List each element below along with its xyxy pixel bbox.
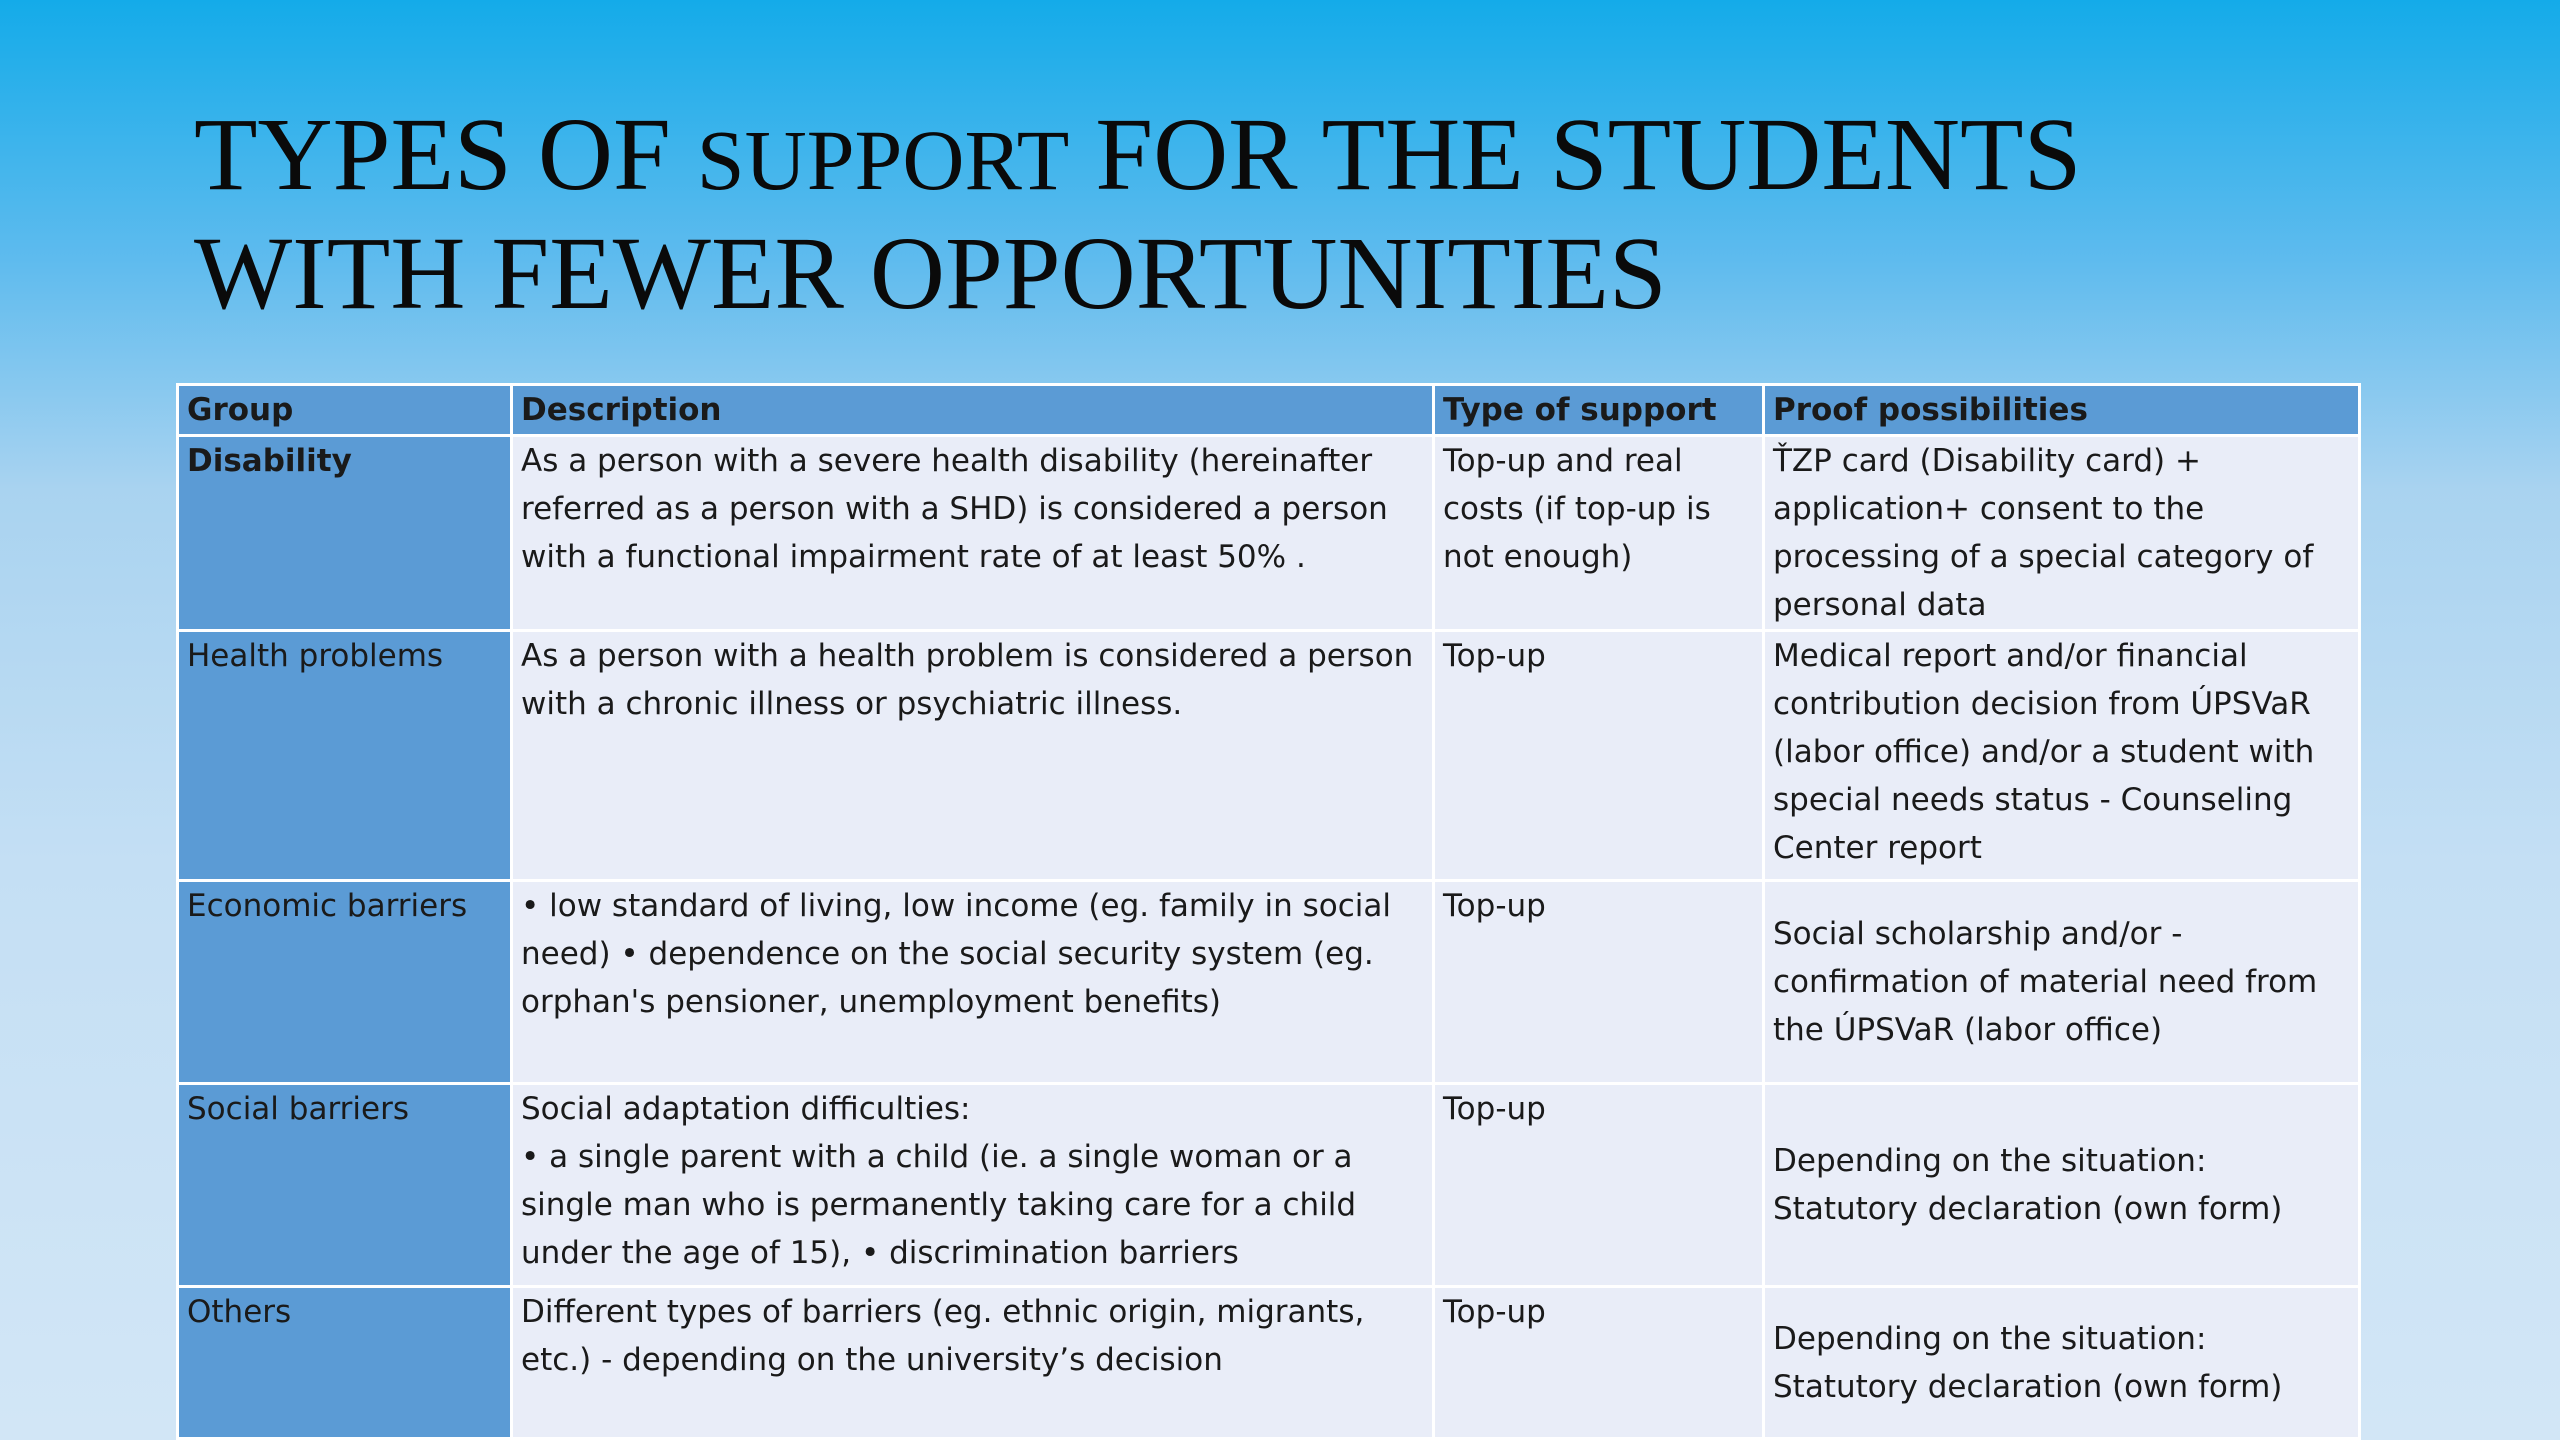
slide-title-part-types-of: TYPES OF xyxy=(194,97,697,212)
support-cell: Top-up xyxy=(1434,1084,1764,1287)
group-cell: Disability xyxy=(178,436,512,631)
table-row-economic-barriers xyxy=(178,881,2360,1084)
slide-title-line-1 xyxy=(194,98,2444,217)
proof-cell: Depending on the situation: Statutory declaration (own form) xyxy=(1764,1287,2360,1439)
proof-cell: ŤZP card (Disability card) + application+ consent to the processing of a special category of personal data xyxy=(1764,436,2360,631)
proof-cell: Social scholarship and/or - confirmation of material need from the ÚPSVaR (labor office) xyxy=(1764,881,2360,1084)
description-cell: • low standard of living, low income (eg. family in social need) • dependence on the social security system (eg. orphan's pensioner, unemployment benefits) xyxy=(512,881,1434,1084)
group-cell: Social barriers xyxy=(178,1084,512,1287)
slide-title xyxy=(194,98,2444,331)
table-header-row xyxy=(178,385,2360,436)
header-type-of-support: Type of support xyxy=(1434,385,1764,436)
group-cell: Health problems xyxy=(178,631,512,881)
description-cell: Different types of barriers (eg. ethnic origin, migrants, etc.) - depending on the university’s decision xyxy=(512,1287,1434,1439)
support-cell: Top-up and real costs (if top-up is not enough) xyxy=(1434,436,1764,631)
support-cell: Top-up xyxy=(1434,1287,1764,1439)
description-line: Social adaptation difficulties: xyxy=(521,1091,971,1127)
table-row-health-problems xyxy=(178,631,2360,881)
support-table xyxy=(176,383,2361,1440)
group-cell: Others xyxy=(178,1287,512,1439)
description-line: • a single parent with a child (ie. a single woman or a single man who is permanently taking care for a child under the age of 15), • discrimination barriers xyxy=(521,1139,1357,1271)
table-row-disability xyxy=(178,436,2360,631)
slide-title-part-for-the-students: FOR THE STUDENTS xyxy=(1069,97,2082,212)
slide-title-line-2: WITH FEWER OPPORTUNITIES xyxy=(194,216,1667,331)
proof-cell: Medical report and/or financial contribution decision from ÚPSVaR (labor office) and/or a student with special needs status - Counseling Center report xyxy=(1764,631,2360,881)
support-cell: Top-up xyxy=(1434,631,1764,881)
description-cell xyxy=(512,1084,1434,1287)
header-proof-possibilities: Proof possibilities xyxy=(1764,385,2360,436)
table-row-social-barriers xyxy=(178,1084,2360,1287)
header-group: Group xyxy=(178,385,512,436)
header-description: Description xyxy=(512,385,1434,436)
group-cell: Economic barriers xyxy=(178,881,512,1084)
support-cell: Top-up xyxy=(1434,881,1764,1084)
slide-title-part-support: SUPPORT xyxy=(696,112,1070,208)
table-row-others xyxy=(178,1287,2360,1439)
description-cell: As a person with a health problem is considered a person with a chronic illness or psychiatric illness. xyxy=(512,631,1434,881)
proof-cell: Depending on the situation: Statutory declaration (own form) xyxy=(1764,1084,2360,1287)
description-cell: As a person with a severe health disability (hereinafter referred as a person with a SHD) is considered a person with a functional impairment rate of at least 50% . xyxy=(512,436,1434,631)
